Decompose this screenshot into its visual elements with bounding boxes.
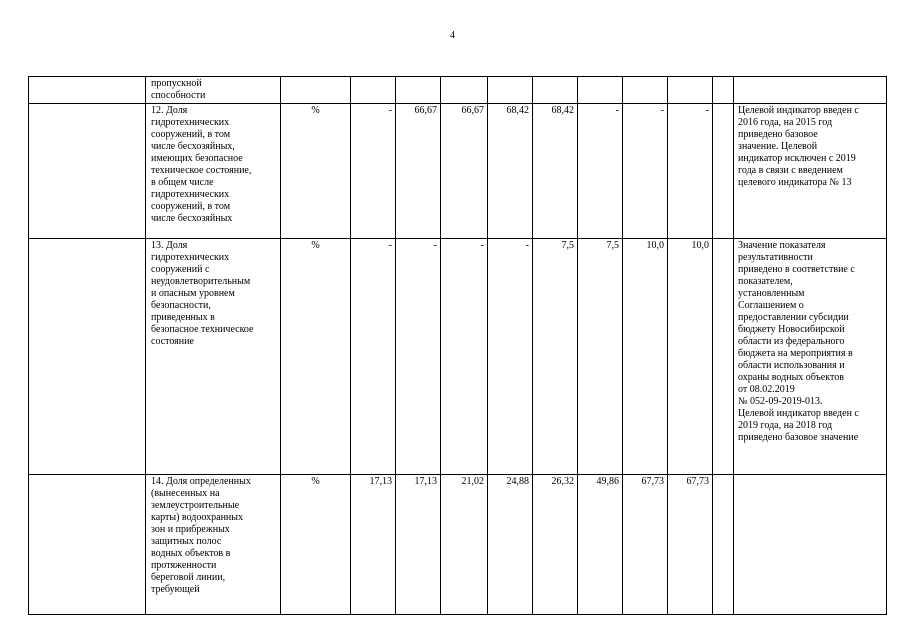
value-cell: - — [351, 104, 396, 239]
blank-cell — [29, 104, 146, 239]
value-cell: 17,13 — [396, 475, 441, 615]
unit-cell — [281, 77, 351, 104]
value-cell — [623, 77, 668, 104]
value-cell: 10,0 — [623, 239, 668, 475]
value-cell — [351, 77, 396, 104]
indicators-table — [28, 76, 887, 615]
spacer-cell — [713, 475, 734, 615]
value-cell: - — [396, 239, 441, 475]
value-cell: 7,5 — [533, 239, 578, 475]
blank-cell — [29, 239, 146, 475]
value-cell: - — [441, 239, 488, 475]
value-cell: 66,67 — [441, 104, 488, 239]
value-cell: 24,88 — [488, 475, 533, 615]
value-cell: 67,73 — [668, 475, 713, 615]
value-cell — [441, 77, 488, 104]
value-cell — [488, 77, 533, 104]
spacer-cell — [713, 77, 734, 104]
value-cell: - — [578, 104, 623, 239]
value-cell: 26,32 — [533, 475, 578, 615]
value-cell: - — [668, 104, 713, 239]
blank-cell — [29, 77, 146, 104]
value-cell: - — [488, 239, 533, 475]
value-cell: 10,0 — [668, 239, 713, 475]
value-cell: 49,86 — [578, 475, 623, 615]
value-cell: 21,02 — [441, 475, 488, 615]
spacer-cell — [713, 104, 734, 239]
indicator-description-cell: 13. Доля гидротехнических сооружений с неудовлетворительным и опасным уровнем безопасности, приведенных в безопасное техническое состояние — [146, 239, 281, 475]
value-cell: 17,13 — [351, 475, 396, 615]
value-cell: - — [351, 239, 396, 475]
note-cell — [734, 77, 887, 104]
value-cell — [533, 77, 578, 104]
value-cell: 7,5 — [578, 239, 623, 475]
value-cell: 67,73 — [623, 475, 668, 615]
note-cell — [734, 475, 887, 615]
indicator-description-cell: 14. Доля определенных (вынесенных на землеустроительные карты) водоохранных зон и прибрежных защитных полос водных объектов в протяженности береговой линии, требующей — [146, 475, 281, 615]
unit-cell: % — [281, 239, 351, 475]
value-cell: - — [623, 104, 668, 239]
value-cell — [396, 77, 441, 104]
note-cell: Целевой индикатор введен с 2016 года, на 2015 год приведено базовое значение. Целевой индикатор исключен с 2019 года в связи с введением целевого индикатора № 13 — [734, 104, 887, 239]
note-cell: Значение показателя результативности приведено в соответствие с показателем, установленным Соглашением о предоставлении субсидии бюджету Новосибирской области из федерального бюджета на мероприятия в области использования и охраны водных объектов от 08.02.2019 № 052-09-2019-013. Целевой индикатор введен с 2019 года, на 2018 год приведено базовое значение — [734, 239, 887, 475]
value-cell: 68,42 — [533, 104, 578, 239]
value-cell: 68,42 — [488, 104, 533, 239]
table-row — [29, 239, 887, 475]
value-cell: 66,67 — [396, 104, 441, 239]
unit-cell: % — [281, 104, 351, 239]
table-row — [29, 77, 887, 104]
indicator-description-cell: пропускной способности — [146, 77, 281, 104]
spacer-cell — [713, 239, 734, 475]
value-cell — [668, 77, 713, 104]
blank-cell — [29, 475, 146, 615]
indicator-description-cell: 12. Доля гидротехнических сооружений, в том числе бесхозяйных, имеющих безопасное техническое состояние, в общем числе гидротехнических сооружений, в том числе бесхозяйных — [146, 104, 281, 239]
table-row — [29, 475, 887, 615]
value-cell — [578, 77, 623, 104]
table-row — [29, 104, 887, 239]
unit-cell: % — [281, 475, 351, 615]
page-number: 4 — [450, 30, 455, 41]
